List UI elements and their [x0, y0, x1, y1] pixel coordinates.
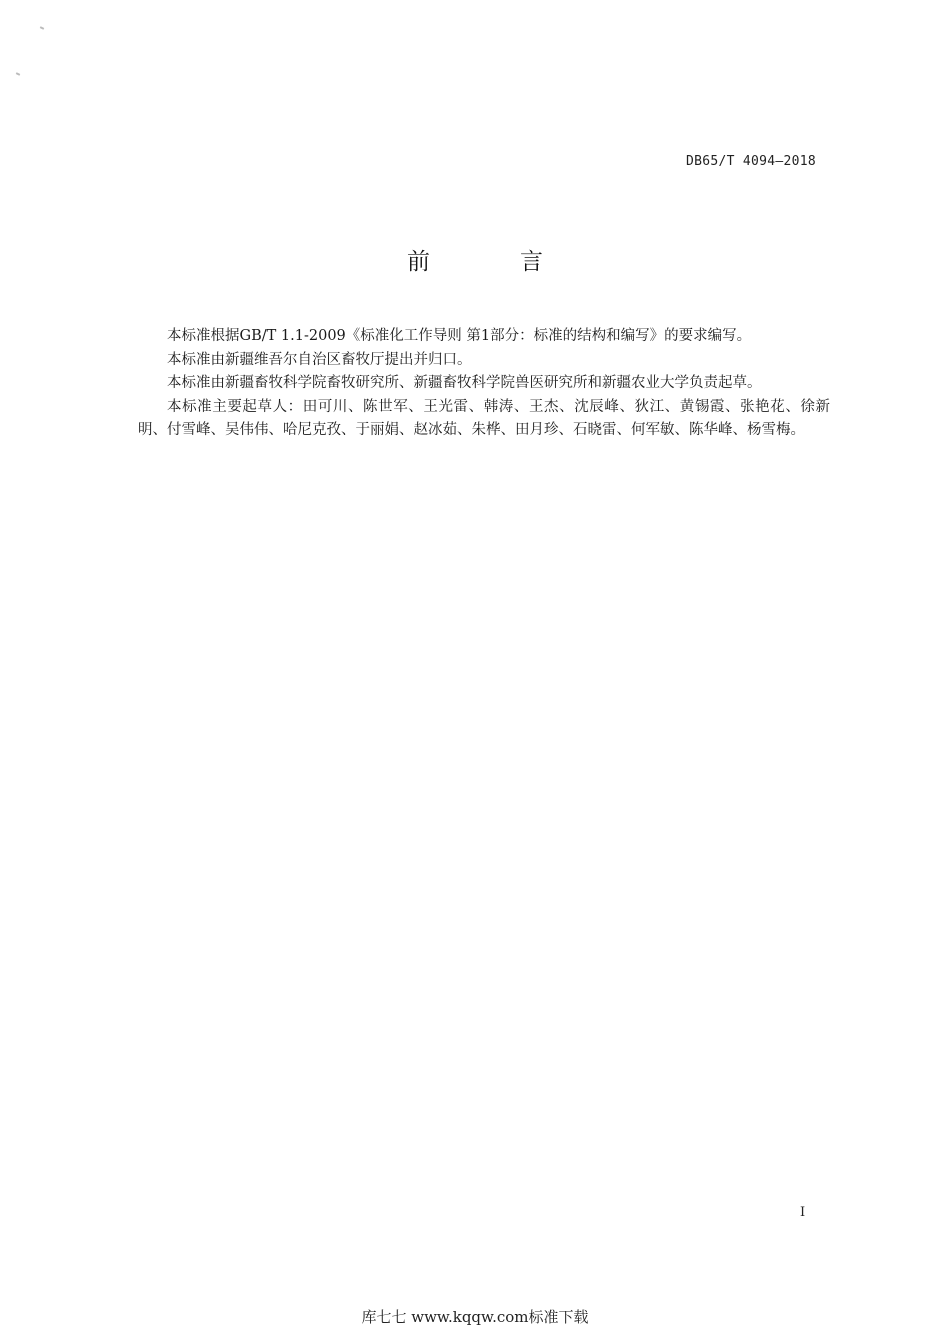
paragraph: 本标准由新疆畜牧科学院畜牧研究所、新疆畜牧科学院兽医研究所和新疆农业大学负责起草。 [167, 375, 762, 391]
scan-speck [16, 72, 20, 76]
paragraph: 本标准由新疆维吾尔自治区畜牧厅提出并归口。 [167, 351, 472, 368]
footer-watermark: 库七七 www.kqqw.com标准下载 [361, 1308, 589, 1326]
scan-speck [40, 26, 44, 30]
foreword-body [138, 325, 830, 443]
paragraph: 本标准根据GB/T 1.1-2009《标准化工作导则 第1部分：标准的结构和编写》的要求编写。 [167, 328, 752, 344]
standard-code: DB65/T 4094—2018 [685, 154, 816, 169]
paragraph: 本标准主要起草人：田可川、陈世军、王光雷、韩涛、王杰、沈辰峰、狄江、黄锡霞、张艳花、徐新明、付雪峰、吴伟伟、哈尼克孜、于丽娟、赵冰茹、朱桦、田月珍、石晓雷、何军敏、陈华峰、杨雪梅。 [138, 398, 830, 438]
page-number: I [800, 1205, 806, 1220]
page-title: 前言 [407, 249, 633, 275]
